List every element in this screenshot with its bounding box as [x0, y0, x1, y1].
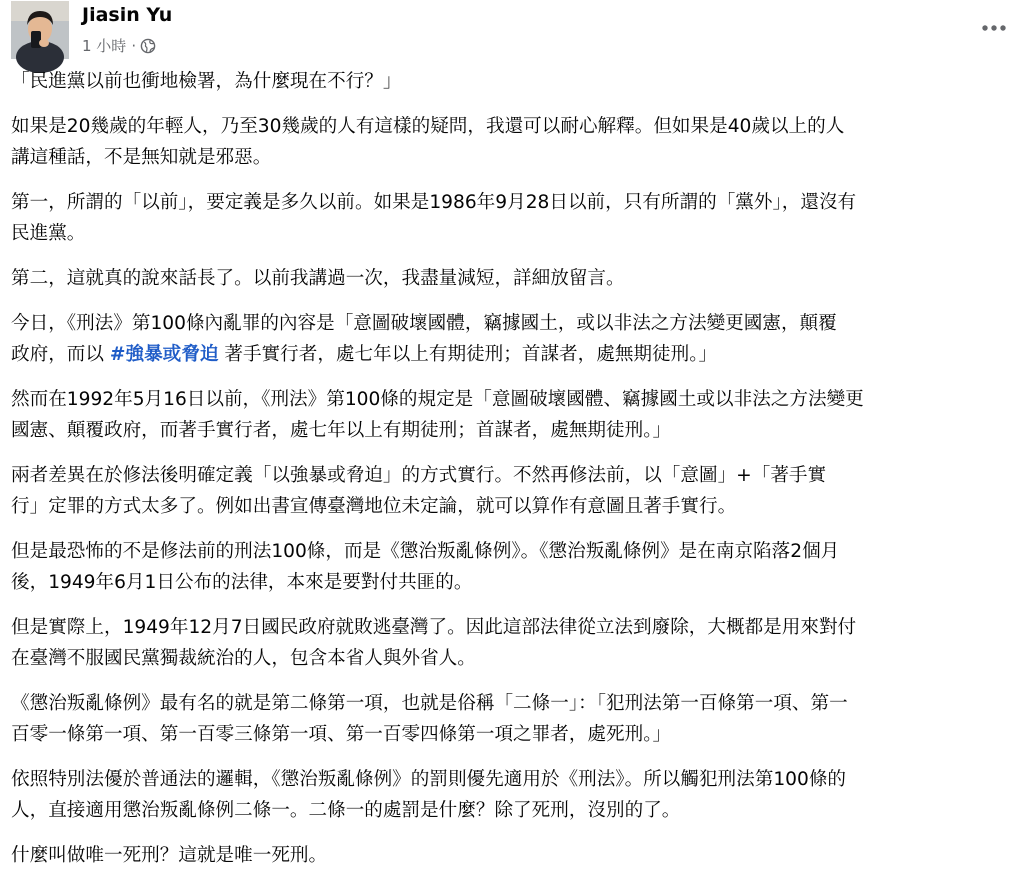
text-line: 但是最恐怖的不是修法前的刑法100條，而是《懲治叛亂條例》。《懲治叛亂條例》是在南京陷落2個月: [11, 541, 840, 562]
post-paragraph: [11, 384, 1019, 446]
text-line: 在臺灣不服國民黨獨裁統治的人，包含本省人與外省人。: [11, 648, 476, 669]
post-paragraph: [11, 263, 1019, 294]
post-paragraph: [11, 840, 1019, 871]
post-paragraph: [11, 111, 1019, 173]
post-paragraph: [11, 308, 1019, 370]
text-line: 第二，這就真的說來話長了。以前我講過一次，我盡量減短，詳細放留言。: [11, 268, 625, 289]
text-line: 後，1949年6月1日公布的法律，本來是要對付共匪的。: [11, 572, 473, 593]
post-meta: [82, 35, 156, 56]
hashtag-link[interactable]: #強暴或脅迫: [109, 344, 219, 365]
post-paragraph: [11, 764, 1019, 826]
avatar-photo: [11, 1, 69, 59]
text-line: 《懲治叛亂條例》最有名的就是第二條第一項，也就是俗稱「二條一」：「犯刑法第一百條第一項、第一: [11, 693, 848, 714]
more-horizontal-icon: [981, 24, 1007, 32]
text-line: 國憲、顛覆政府，而著手實行者，處七年以上有期徒刑；首謀者，處無期徒刑。」: [11, 420, 672, 441]
post-paragraph: [11, 536, 1019, 598]
author-name[interactable]: Jiasin Yu: [82, 4, 173, 26]
text-line: 人，直接適用懲治叛亂條例二條一。二條一的處罰是什麼？除了死刑，沒別的了。: [11, 800, 681, 821]
post-paragraph: [11, 66, 1019, 97]
post-paragraph: [11, 460, 1019, 522]
text-line: 什麼叫做唯一死刑？這就是唯一死刑。: [11, 845, 328, 866]
avatar[interactable]: [11, 1, 69, 59]
text-line: 依照特別法優於普通法的邏輯，《懲治叛亂條例》的罰則優先適用於《刑法》。所以觸犯刑法第100條的: [11, 769, 847, 790]
text-line: 政府，而以: [11, 344, 110, 365]
post-paragraph: [11, 612, 1019, 674]
text-line: 「民進黨以前也衝地檢署，為什麼現在不行？」: [11, 71, 402, 92]
text-line: 百零一條第一項、第一百零三條第一項、第一百零四條第一項之罪者，處死刑。」: [11, 724, 672, 745]
text-line: 著手實行者，處七年以上有期徒刑；首謀者，處無期徒刑。」: [218, 344, 718, 365]
text-line: 然而在1992年5月16日以前，《刑法》第100條的規定是「意圖破壞國體、竊據國土或以非法之方法變更: [11, 389, 864, 410]
text-line: 兩者差異在於修法後明確定義「以強暴或脅迫」的方式實行。不然再修法前，以「意圖」+「著手實: [11, 465, 827, 486]
post-timestamp[interactable]: 1 小時: [82, 37, 127, 55]
text-line: 但是實際上，1949年12月7日國民政府就敗逃臺灣了。因此這部法律從立法到廢除，大概都是用來對付: [11, 617, 857, 638]
more-options-button[interactable]: [972, 10, 1016, 46]
text-line: 第一，所謂的「以前」，要定義是多久以前。如果是1986年9月28日以前，只有所謂的「黨外」，還沒有: [11, 192, 857, 213]
post-header: [0, 0, 1024, 64]
post-paragraph: [11, 187, 1019, 249]
text-line: 今日，《刑法》第100條內亂罪的內容是「意圖破壞國體，竊據國土，或以非法之方法變更國憲，顛覆: [11, 313, 837, 334]
text-line: 民進黨。: [11, 223, 86, 244]
text-line: 講這種話，不是無知就是邪惡。: [11, 147, 272, 168]
post-paragraph: [11, 688, 1019, 750]
text-line: 行」定罪的方式太多了。例如出書宣傳臺灣地位未定論，就可以算作有意圖且著手實行。: [11, 496, 737, 517]
post-text: [11, 66, 1019, 885]
meta-separator: ·: [131, 36, 137, 55]
globe-icon[interactable]: [140, 38, 156, 54]
text-line: 如果是20幾歲的年輕人，乃至30幾歲的人有這樣的疑問，我還可以耐心解釋。但如果是40歲以上的人: [11, 116, 845, 137]
